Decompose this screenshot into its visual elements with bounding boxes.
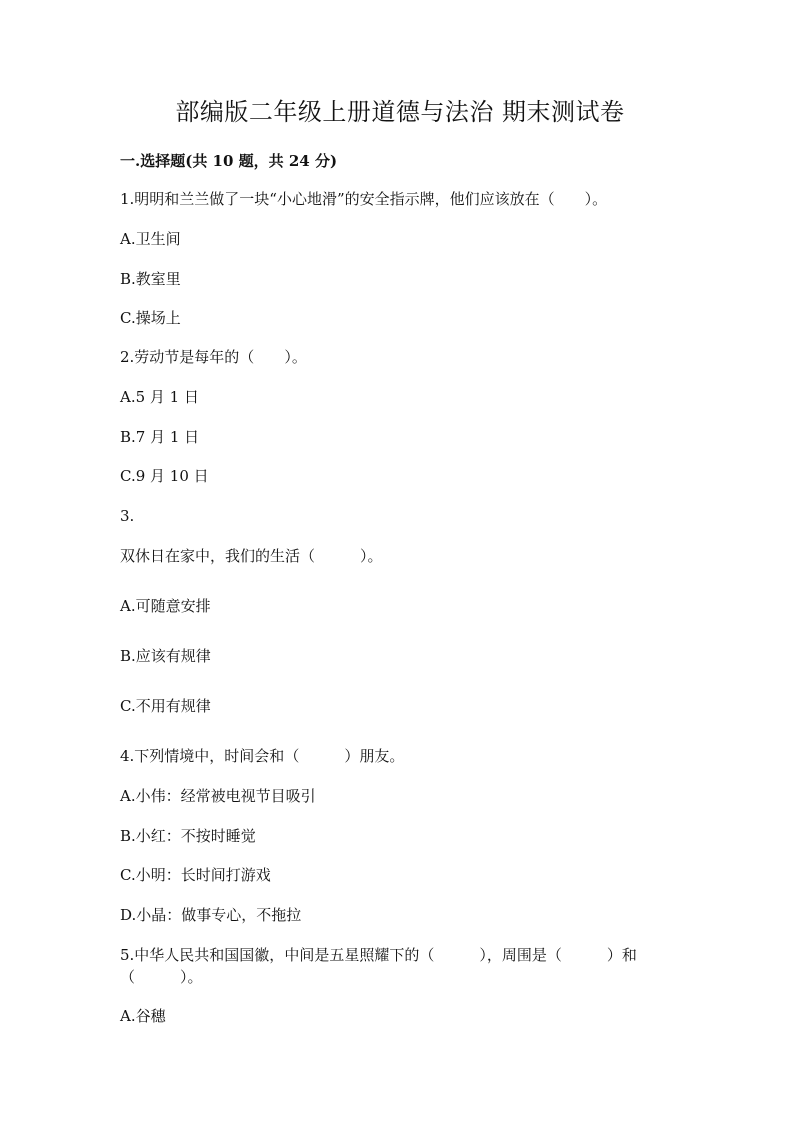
question-2-option-b: B.7 月 1 日	[120, 428, 200, 446]
page-title: 部编版二年级上册道德与法治 期末测试卷	[175, 98, 625, 126]
question-3-number: 3.	[120, 507, 135, 525]
question-3-option-a: A.可随意安排	[120, 597, 211, 615]
question-4-option-b: B.小红：不按时睡觉	[120, 827, 256, 845]
question-1-option-c: C.操场上	[120, 309, 181, 327]
question-3-stem: 双休日在家中，我们的生活（ ）。	[120, 547, 383, 565]
question-5-stem-line-2: （ ）。	[120, 968, 203, 986]
question-4-stem: 4.下列情境中，时间会和（ ）朋友。	[120, 747, 405, 765]
question-3-option-c: C.不用有规律	[120, 697, 211, 715]
question-5-option-a: A.谷穗	[120, 1007, 166, 1025]
question-4-option-a: A.小伟：经常被电视节目吸引	[120, 787, 316, 805]
question-2-stem: 2.劳动节是每年的（ ）。	[120, 348, 307, 366]
question-4-option-d: D.小晶：做事专心，不拖拉	[120, 906, 302, 924]
question-1-stem: 1.明明和兰兰做了一块“小心地滑”的安全指示牌，他们应该放在（ ）。	[120, 190, 608, 208]
question-1-option-b: B.教室里	[120, 270, 181, 288]
question-2-option-c: C.9 月 10 日	[120, 467, 209, 485]
question-2-option-a: A.5 月 1 日	[120, 388, 199, 406]
question-3-option-b: B.应该有规律	[120, 647, 211, 665]
question-1-option-a: A.卫生间	[120, 230, 181, 248]
section-heading: 一.选择题(共 10 题，共 24 分)	[120, 152, 338, 170]
question-5-stem-line-1: 5.中华人民共和国国徽，中间是五星照耀下的（ ），周围是（ ）和	[120, 946, 637, 964]
question-4-option-c: C.小明：长时间打游戏	[120, 866, 271, 884]
